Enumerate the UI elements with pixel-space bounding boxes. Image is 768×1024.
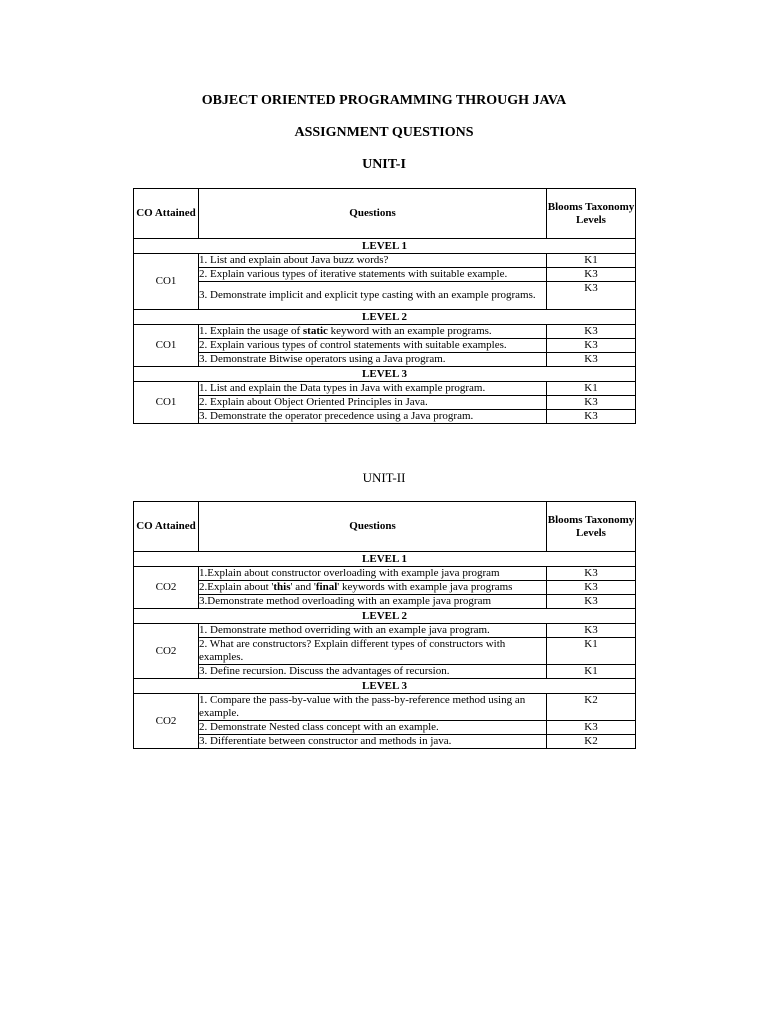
blooms-level-cell: K3 (547, 396, 636, 410)
blooms-level-cell: K3 (547, 624, 636, 638)
level-label: LEVEL 3 (134, 679, 636, 694)
question-text-part: 3.Demonstrate method overloading with an example java program (199, 595, 492, 607)
unit-table (133, 501, 636, 749)
question-text-part: 1. Explain the usage of (199, 325, 303, 337)
question-row (134, 325, 636, 339)
unit-heading: UNIT-I (362, 157, 406, 172)
question-text (199, 396, 547, 410)
blooms-level-cell: K3 (547, 325, 636, 339)
question-text-part: 3. Define recursion. Discuss the advantages of recursion. (199, 665, 450, 677)
level-label: LEVEL 2 (134, 310, 636, 325)
question-row (134, 595, 636, 609)
question-text-part: keyword with an example programs. (327, 325, 492, 337)
question-text (199, 624, 547, 638)
co-cell: CO1 (134, 382, 199, 424)
question-text (199, 581, 547, 595)
blooms-level-cell: K2 (547, 694, 636, 721)
question-text-part: ' and ' (290, 581, 316, 593)
question-text (199, 268, 547, 282)
question-text (199, 595, 547, 609)
question-keyword: this (273, 581, 291, 593)
co-cell: CO1 (134, 325, 199, 367)
table-header-row (134, 189, 636, 239)
blooms-level-cell: K2 (547, 735, 636, 749)
header-blooms-levels: Blooms Taxonomy Levels (547, 189, 636, 239)
level-row (134, 609, 636, 624)
level-label: LEVEL 1 (134, 552, 636, 567)
question-text (199, 735, 547, 749)
question-text-part: 3. Demonstrate Bitwise operators using a Java program. (199, 353, 446, 365)
unit-table (133, 188, 636, 424)
question-row (134, 410, 636, 424)
header-questions: Questions (199, 189, 547, 239)
header-co-attained: CO Attained (134, 502, 199, 552)
question-text (199, 665, 547, 679)
question-text (199, 325, 547, 339)
question-row (134, 665, 636, 679)
question-text (199, 382, 547, 396)
question-text-part: 1.Explain about constructor overloading with example java program (199, 567, 500, 579)
question-row (134, 396, 636, 410)
blooms-level-cell: K3 (547, 410, 636, 424)
question-row (134, 694, 636, 721)
question-text-part: 2. Explain various types of control statements with suitable examples. (199, 339, 507, 351)
question-text (199, 353, 547, 367)
blooms-level-cell: K1 (547, 638, 636, 665)
header-blooms-levels: Blooms Taxonomy Levels (547, 502, 636, 552)
question-text-part: 1. Compare the pass-by-value with the pass-by-reference method using an example. (199, 694, 526, 719)
question-text-part: 1. List and explain the Data types in Java with example program. (199, 382, 486, 394)
question-row (134, 282, 636, 310)
question-text (199, 410, 547, 424)
blooms-level-cell: K3 (547, 353, 636, 367)
question-row (134, 382, 636, 396)
question-row (134, 735, 636, 749)
question-row (134, 268, 636, 282)
question-row (134, 721, 636, 735)
co-cell: CO2 (134, 694, 199, 749)
co-cell: CO2 (134, 567, 199, 609)
question-text (199, 567, 547, 581)
level-label: LEVEL 1 (134, 239, 636, 254)
question-row (134, 624, 636, 638)
blooms-level-cell: K3 (547, 282, 636, 310)
question-row (134, 581, 636, 595)
question-text-part: ' keywords with example java programs (337, 581, 513, 593)
question-row (134, 339, 636, 353)
level-label: LEVEL 3 (134, 367, 636, 382)
blooms-level-cell: K1 (547, 665, 636, 679)
level-label: LEVEL 2 (134, 609, 636, 624)
question-text-part: 2. What are constructors? Explain different types of constructors with examples. (199, 638, 506, 663)
question-text (199, 254, 547, 268)
question-text-part: 2. Demonstrate Nested class concept with an example. (199, 721, 439, 733)
blooms-level-cell: K3 (547, 567, 636, 581)
level-row (134, 239, 636, 254)
question-row (134, 353, 636, 367)
question-text-part: 3. Demonstrate implicit and explicit type casting with an example programs. (199, 289, 536, 301)
question-row (134, 567, 636, 581)
question-text (199, 638, 547, 665)
blooms-level-cell: K3 (547, 721, 636, 735)
header-co-attained: CO Attained (134, 189, 199, 239)
question-text-part: 2. Explain various types of iterative statements with suitable example. (199, 268, 508, 280)
blooms-level-cell: K3 (547, 339, 636, 353)
level-row (134, 367, 636, 382)
header-questions: Questions (199, 502, 547, 552)
blooms-level-cell: K1 (547, 382, 636, 396)
question-row (134, 254, 636, 268)
blooms-level-cell: K3 (547, 581, 636, 595)
question-keyword: static (302, 325, 328, 337)
level-row (134, 310, 636, 325)
level-row (134, 679, 636, 694)
co-cell: CO1 (134, 254, 199, 310)
question-text (199, 339, 547, 353)
question-text (199, 694, 547, 721)
question-keyword: final (315, 581, 338, 593)
level-row (134, 552, 636, 567)
question-text (199, 721, 547, 735)
blooms-level-cell: K1 (547, 254, 636, 268)
question-text-part: 1. Demonstrate method overriding with an example java program. (199, 624, 490, 636)
question-text-part: 1. List and explain about Java buzz words? (199, 254, 389, 266)
blooms-level-cell: K3 (547, 595, 636, 609)
unit-heading: UNIT-II (362, 470, 406, 485)
question-text-part: 3. Differentiate between constructor and methods in java. (199, 735, 452, 747)
document-title: OBJECT ORIENTED PROGRAMMING THROUGH JAVA (201, 93, 567, 108)
question-text-part: 3. Demonstrate the operator precedence using a Java program. (199, 410, 474, 422)
question-text (199, 282, 547, 310)
table-header-row (134, 502, 636, 552)
question-row (134, 638, 636, 665)
blooms-level-cell: K3 (547, 268, 636, 282)
document-subtitle: ASSIGNMENT QUESTIONS (294, 125, 474, 140)
question-text-part: 2.Explain about ' (199, 581, 274, 593)
co-cell: CO2 (134, 624, 199, 679)
question-text-part: 2. Explain about Object Oriented Principles in Java. (199, 396, 428, 408)
